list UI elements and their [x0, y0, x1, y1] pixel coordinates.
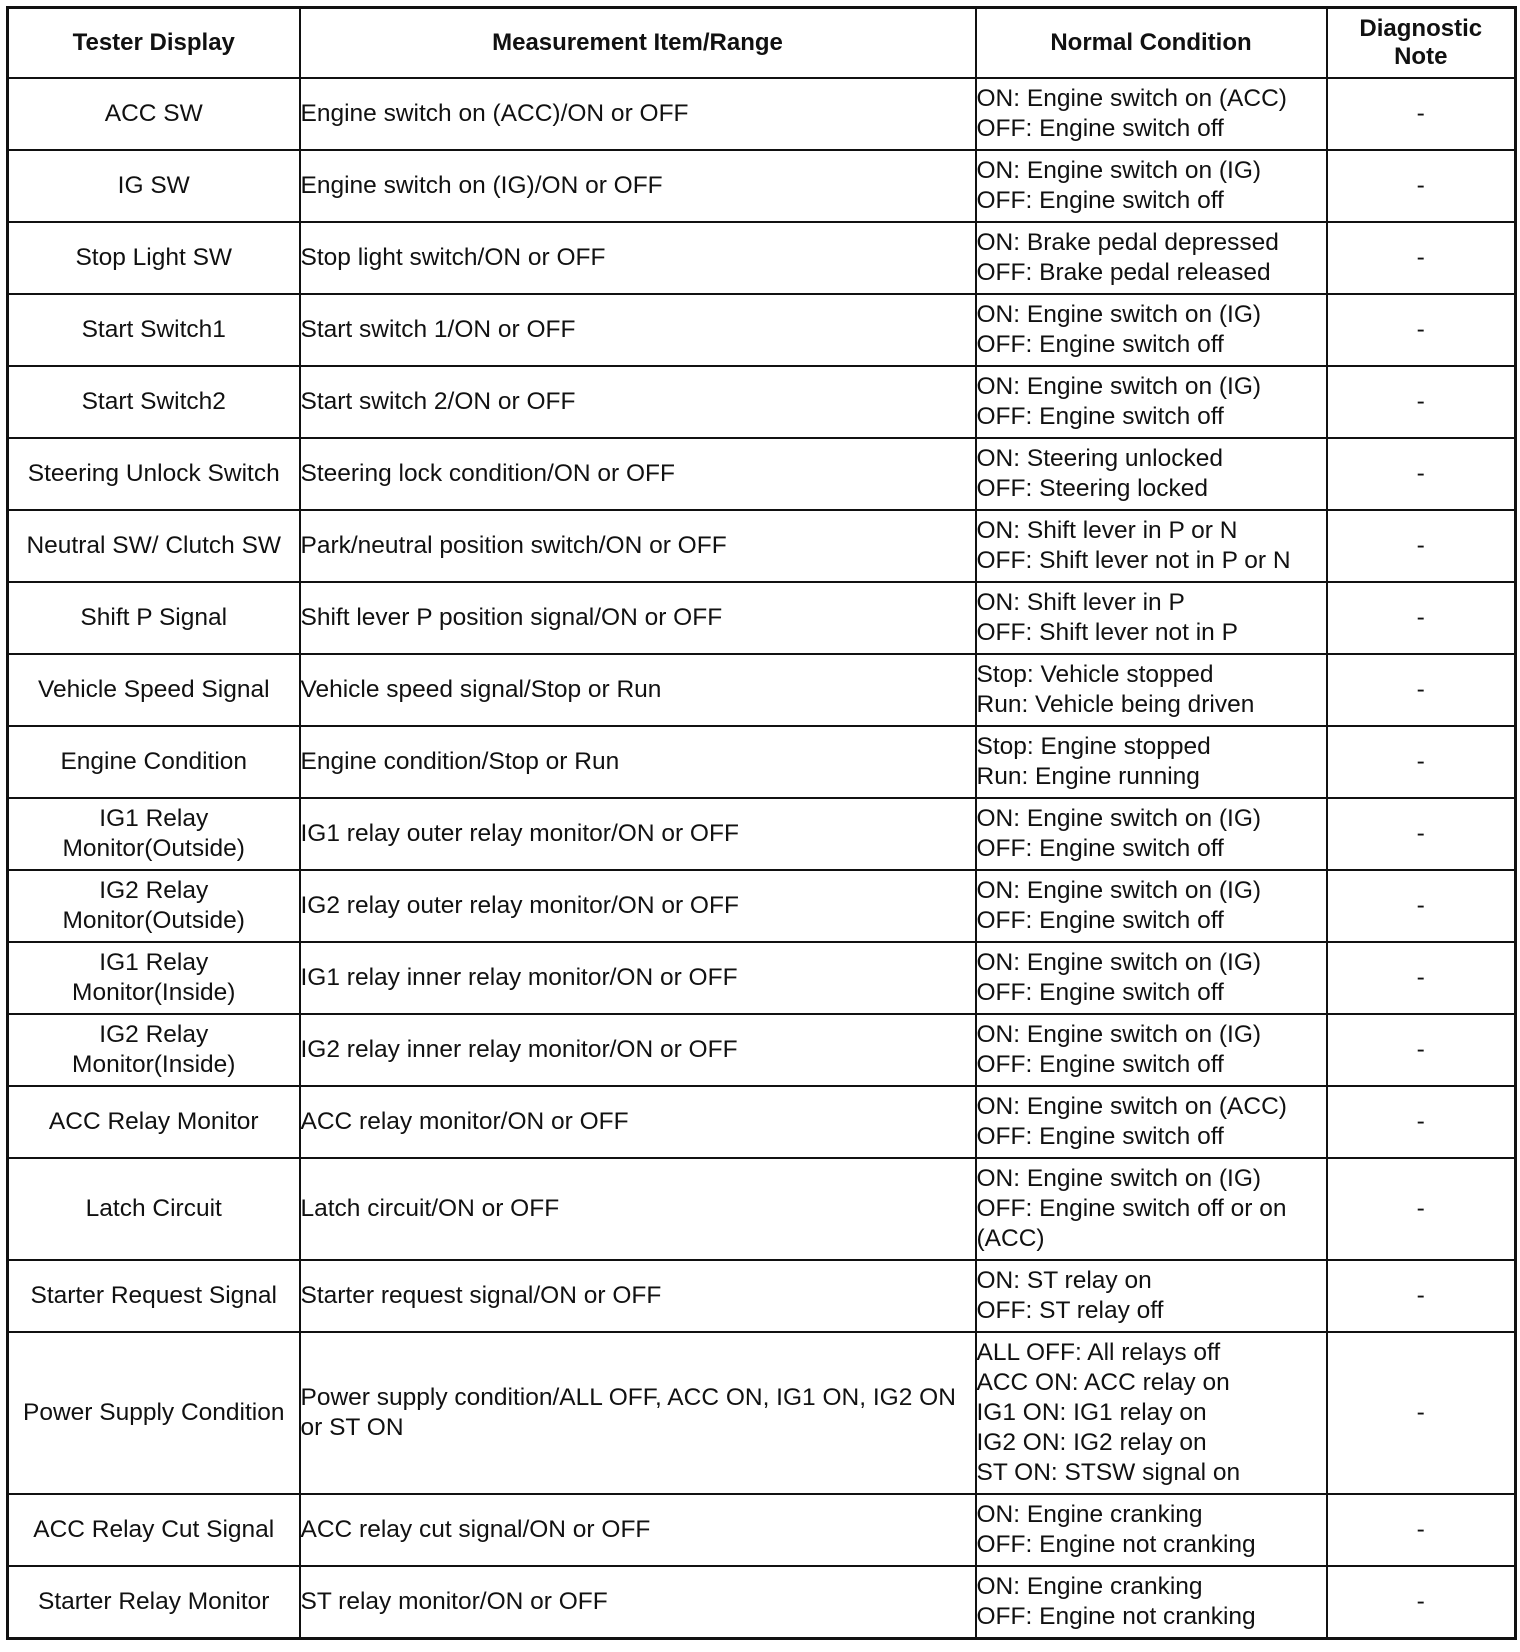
cell-tester-display	[8, 78, 300, 150]
cell-tester-display	[8, 1566, 300, 1638]
normal-condition-line: OFF: Engine switch off	[976, 1123, 1224, 1150]
cell-tester-display	[8, 726, 300, 798]
cell-diagnostic-note: -	[1327, 870, 1516, 942]
cell-tester-display	[8, 1158, 300, 1260]
tester-display-line: Stop Light SW	[75, 244, 233, 271]
cell-normal-condition	[976, 222, 1327, 294]
table-row	[8, 150, 1516, 222]
normal-condition-line: ST ON: STSW signal on	[976, 1459, 1241, 1486]
normal-condition-line: ON: Engine switch on (IG)	[976, 373, 1262, 400]
cell-measurement-item: Steering lock condition/ON or OFF	[300, 438, 976, 510]
table-row	[8, 1494, 1516, 1566]
normal-condition-line: ON: Engine switch on (IG)	[976, 949, 1262, 976]
table-row	[8, 654, 1516, 726]
cell-tester-display	[8, 1260, 300, 1332]
cell-measurement-item: ACC relay monitor/ON or OFF	[300, 1086, 976, 1158]
normal-condition-line: OFF: Steering locked	[976, 475, 1208, 502]
cell-normal-condition	[976, 582, 1327, 654]
table-row	[8, 726, 1516, 798]
cell-measurement-item: Start switch 1/ON or OFF	[300, 294, 976, 366]
normal-condition-line: OFF: Engine switch off	[976, 1051, 1224, 1078]
cell-normal-condition	[976, 726, 1327, 798]
normal-condition-line: (ACC)	[976, 1225, 1045, 1252]
header-diagnostic-note	[1327, 8, 1516, 79]
cell-diagnostic-note: -	[1327, 510, 1516, 582]
table-row	[8, 870, 1516, 942]
normal-condition-line: ON: Engine switch on (IG)	[976, 805, 1262, 832]
tester-display-line: IG1 Relay	[99, 805, 209, 832]
cell-normal-condition	[976, 1260, 1327, 1332]
cell-normal-condition	[976, 150, 1327, 222]
table-row	[8, 798, 1516, 870]
cell-diagnostic-note: -	[1327, 222, 1516, 294]
cell-normal-condition	[976, 438, 1327, 510]
normal-condition-line: ON: Engine cranking	[976, 1501, 1203, 1528]
tester-display-line: IG2 Relay	[99, 877, 209, 904]
cell-diagnostic-note: -	[1327, 942, 1516, 1014]
cell-diagnostic-note: -	[1327, 150, 1516, 222]
table-row	[8, 1332, 1516, 1494]
tester-display-line: Monitor(Inside)	[72, 979, 236, 1006]
table-row	[8, 510, 1516, 582]
normal-condition-line: OFF: Brake pedal released	[976, 259, 1271, 286]
cell-measurement-item: Start switch 2/ON or OFF	[300, 366, 976, 438]
tester-display-line: IG SW	[117, 172, 190, 199]
normal-condition-line: OFF: Engine switch off	[976, 907, 1224, 934]
header-normal-condition: Normal Condition	[976, 8, 1327, 79]
normal-condition-line: ON: Engine switch on (IG)	[976, 157, 1262, 184]
normal-condition-line: ON: Engine switch on (IG)	[976, 1165, 1262, 1192]
normal-condition-line: ALL OFF: All relays off	[976, 1339, 1221, 1366]
cell-diagnostic-note: -	[1327, 1260, 1516, 1332]
table-row	[8, 1566, 1516, 1638]
tester-display-line: IG1 Relay	[99, 949, 209, 976]
cell-tester-display	[8, 150, 300, 222]
cell-diagnostic-note: -	[1327, 1566, 1516, 1638]
cell-tester-display	[8, 366, 300, 438]
tester-display-line: ACC Relay Monitor	[48, 1108, 259, 1135]
table-row	[8, 78, 1516, 150]
table-body	[8, 78, 1516, 1638]
cell-normal-condition	[976, 366, 1327, 438]
cell-normal-condition	[976, 1332, 1327, 1494]
tester-display-line: Vehicle Speed Signal	[37, 676, 270, 703]
cell-measurement-item: Shift lever P position signal/ON or OFF	[300, 582, 976, 654]
normal-condition-line: OFF: Engine switch off	[976, 187, 1224, 214]
header-diagnostic-note-text: Diagnostic Note	[1359, 15, 1483, 70]
tester-display-line: Start Switch1	[81, 316, 226, 343]
normal-condition-line: ON: Engine switch on (ACC)	[976, 1093, 1287, 1120]
data-list-sheet	[6, 6, 1514, 1640]
cell-normal-condition	[976, 654, 1327, 726]
tester-display-line: Engine Condition	[60, 748, 248, 775]
normal-condition-line: OFF: Shift lever not in P or N	[976, 547, 1291, 574]
cell-measurement-item: IG2 relay outer relay monitor/ON or OFF	[300, 870, 976, 942]
tester-display-line: ACC Relay Cut Signal	[33, 1516, 275, 1543]
normal-condition-line: OFF: Engine not cranking	[976, 1531, 1256, 1558]
tester-display-line: Monitor(Outside)	[62, 835, 245, 862]
normal-condition-line: IG1 ON: IG1 relay on	[976, 1399, 1207, 1426]
cell-tester-display	[8, 798, 300, 870]
tester-display-line: Monitor(Inside)	[72, 1051, 236, 1078]
normal-condition-line: ON: Engine switch on (IG)	[976, 301, 1262, 328]
cell-normal-condition	[976, 1086, 1327, 1158]
cell-measurement-item: ACC relay cut signal/ON or OFF	[300, 1494, 976, 1566]
normal-condition-line: ON: Engine switch on (IG)	[976, 1021, 1262, 1048]
table-row	[8, 942, 1516, 1014]
normal-condition-line: OFF: ST relay off	[976, 1297, 1164, 1324]
cell-measurement-item: Starter request signal/ON or OFF	[300, 1260, 976, 1332]
cell-measurement-item: Vehicle speed signal/Stop or Run	[300, 654, 976, 726]
normal-condition-line: Stop: Engine stopped	[976, 733, 1211, 760]
cell-normal-condition	[976, 1158, 1327, 1260]
tester-display-line: Shift P Signal	[80, 604, 228, 631]
cell-diagnostic-note: -	[1327, 1086, 1516, 1158]
tester-display-line: IG2 Relay	[99, 1021, 209, 1048]
table-row	[8, 438, 1516, 510]
cell-diagnostic-note: -	[1327, 798, 1516, 870]
cell-tester-display	[8, 654, 300, 726]
table-header-row	[8, 8, 1516, 79]
tester-display-line: Neutral SW/ Clutch SW	[26, 532, 282, 559]
cell-measurement-item: Engine condition/Stop or Run	[300, 726, 976, 798]
cell-diagnostic-note: -	[1327, 726, 1516, 798]
cell-diagnostic-note: -	[1327, 438, 1516, 510]
tester-display-line: Steering Unlock Switch	[27, 460, 280, 487]
cell-tester-display	[8, 438, 300, 510]
normal-condition-line: ON: Engine cranking	[976, 1572, 1203, 1600]
normal-condition-line: OFF: Shift lever not in P	[976, 619, 1238, 646]
table-row	[8, 1086, 1516, 1158]
cell-normal-condition	[976, 294, 1327, 366]
normal-condition-line: ON: Engine switch on (IG)	[976, 877, 1262, 904]
cell-measurement-item: Park/neutral position switch/ON or OFF	[300, 510, 976, 582]
normal-condition-line: IG2 ON: IG2 relay on	[976, 1429, 1207, 1456]
normal-condition-line: Run: Vehicle being driven	[976, 691, 1255, 718]
tester-display-line: ACC SW	[104, 100, 203, 127]
cell-diagnostic-note: -	[1327, 1494, 1516, 1566]
cell-tester-display	[8, 510, 300, 582]
cell-normal-condition	[976, 870, 1327, 942]
normal-condition-line: ACC ON: ACC relay on	[976, 1369, 1230, 1396]
cell-measurement-item: IG1 relay inner relay monitor/ON or OFF	[300, 942, 976, 1014]
cell-measurement-item: Stop light switch/ON or OFF	[300, 222, 976, 294]
normal-condition-line: ON: Steering unlocked	[976, 445, 1223, 472]
cell-normal-condition	[976, 798, 1327, 870]
cell-tester-display	[8, 942, 300, 1014]
normal-condition-line: ON: Engine switch on (ACC)	[976, 85, 1287, 112]
table-row	[8, 1260, 1516, 1332]
cell-diagnostic-note: -	[1327, 78, 1516, 150]
tester-display-line: Monitor(Outside)	[62, 907, 245, 934]
normal-condition-line: ON: Shift lever in P or N	[976, 517, 1238, 544]
table-row	[8, 222, 1516, 294]
normal-condition-line: OFF: Engine switch off	[976, 331, 1224, 358]
cell-tester-display	[8, 1494, 300, 1566]
normal-condition-line: OFF: Engine switch off	[976, 835, 1224, 862]
tester-display-line: Starter Relay Monitor	[38, 1587, 270, 1615]
tester-display-line: Start Switch2	[81, 388, 226, 415]
tester-display-line: Starter Request Signal	[30, 1282, 277, 1309]
cell-normal-condition	[976, 1014, 1327, 1086]
table-row	[8, 1158, 1516, 1260]
table-row	[8, 294, 1516, 366]
cell-normal-condition	[976, 1494, 1327, 1566]
normal-condition-line: OFF: Engine switch off	[976, 979, 1224, 1006]
cell-diagnostic-note: -	[1327, 1014, 1516, 1086]
cell-measurement-item: IG2 relay inner relay monitor/ON or OFF	[300, 1014, 976, 1086]
table-row	[8, 1014, 1516, 1086]
header-measurement-item: Measurement Item/Range	[300, 8, 976, 79]
cell-diagnostic-note: -	[1327, 294, 1516, 366]
cell-measurement-item: IG1 relay outer relay monitor/ON or OFF	[300, 798, 976, 870]
cell-diagnostic-note: -	[1327, 1158, 1516, 1260]
cell-diagnostic-note: -	[1327, 654, 1516, 726]
normal-condition-line: ON: Brake pedal depressed	[976, 229, 1279, 256]
cell-tester-display	[8, 222, 300, 294]
cell-tester-display	[8, 582, 300, 654]
cell-measurement-item: Power supply condition/ALL OFF, ACC ON, IG1 ON, IG2 ON or ST ON	[300, 1332, 976, 1494]
normal-condition-line: ON: Shift lever in P	[976, 589, 1185, 616]
normal-condition-line: OFF: Engine switch off	[976, 403, 1224, 430]
cell-diagnostic-note: -	[1327, 1332, 1516, 1494]
cell-diagnostic-note: -	[1327, 582, 1516, 654]
cell-tester-display	[8, 870, 300, 942]
cell-tester-display	[8, 1086, 300, 1158]
normal-condition-line: Run: Engine running	[976, 763, 1200, 790]
cell-measurement-item: Engine switch on (ACC)/ON or OFF	[300, 78, 976, 150]
table-row	[8, 582, 1516, 654]
normal-condition-line: ON: ST relay on	[976, 1267, 1152, 1294]
header-tester-display: Tester Display	[8, 8, 300, 79]
cell-measurement-item: Engine switch on (IG)/ON or OFF	[300, 150, 976, 222]
cell-normal-condition	[976, 510, 1327, 582]
normal-condition-line: OFF: Engine not cranking	[976, 1602, 1256, 1630]
tester-display-line: Power Supply Condition	[23, 1399, 285, 1426]
cell-tester-display	[8, 294, 300, 366]
cell-normal-condition	[976, 1566, 1327, 1638]
cell-tester-display	[8, 1332, 300, 1494]
tester-display-line: Latch Circuit	[85, 1195, 222, 1222]
normal-condition-line: OFF: Engine switch off or on	[976, 1195, 1287, 1222]
cell-measurement-item: Latch circuit/ON or OFF	[300, 1158, 976, 1260]
cell-normal-condition	[976, 78, 1327, 150]
data-list-table	[6, 6, 1517, 1640]
cell-measurement-item: ST relay monitor/ON or OFF	[300, 1566, 976, 1638]
cell-tester-display	[8, 1014, 300, 1086]
normal-condition-line: OFF: Engine switch off	[976, 115, 1224, 142]
normal-condition-line: Stop: Vehicle stopped	[976, 661, 1214, 688]
cell-normal-condition	[976, 942, 1327, 1014]
cell-diagnostic-note: -	[1327, 366, 1516, 438]
table-row	[8, 366, 1516, 438]
